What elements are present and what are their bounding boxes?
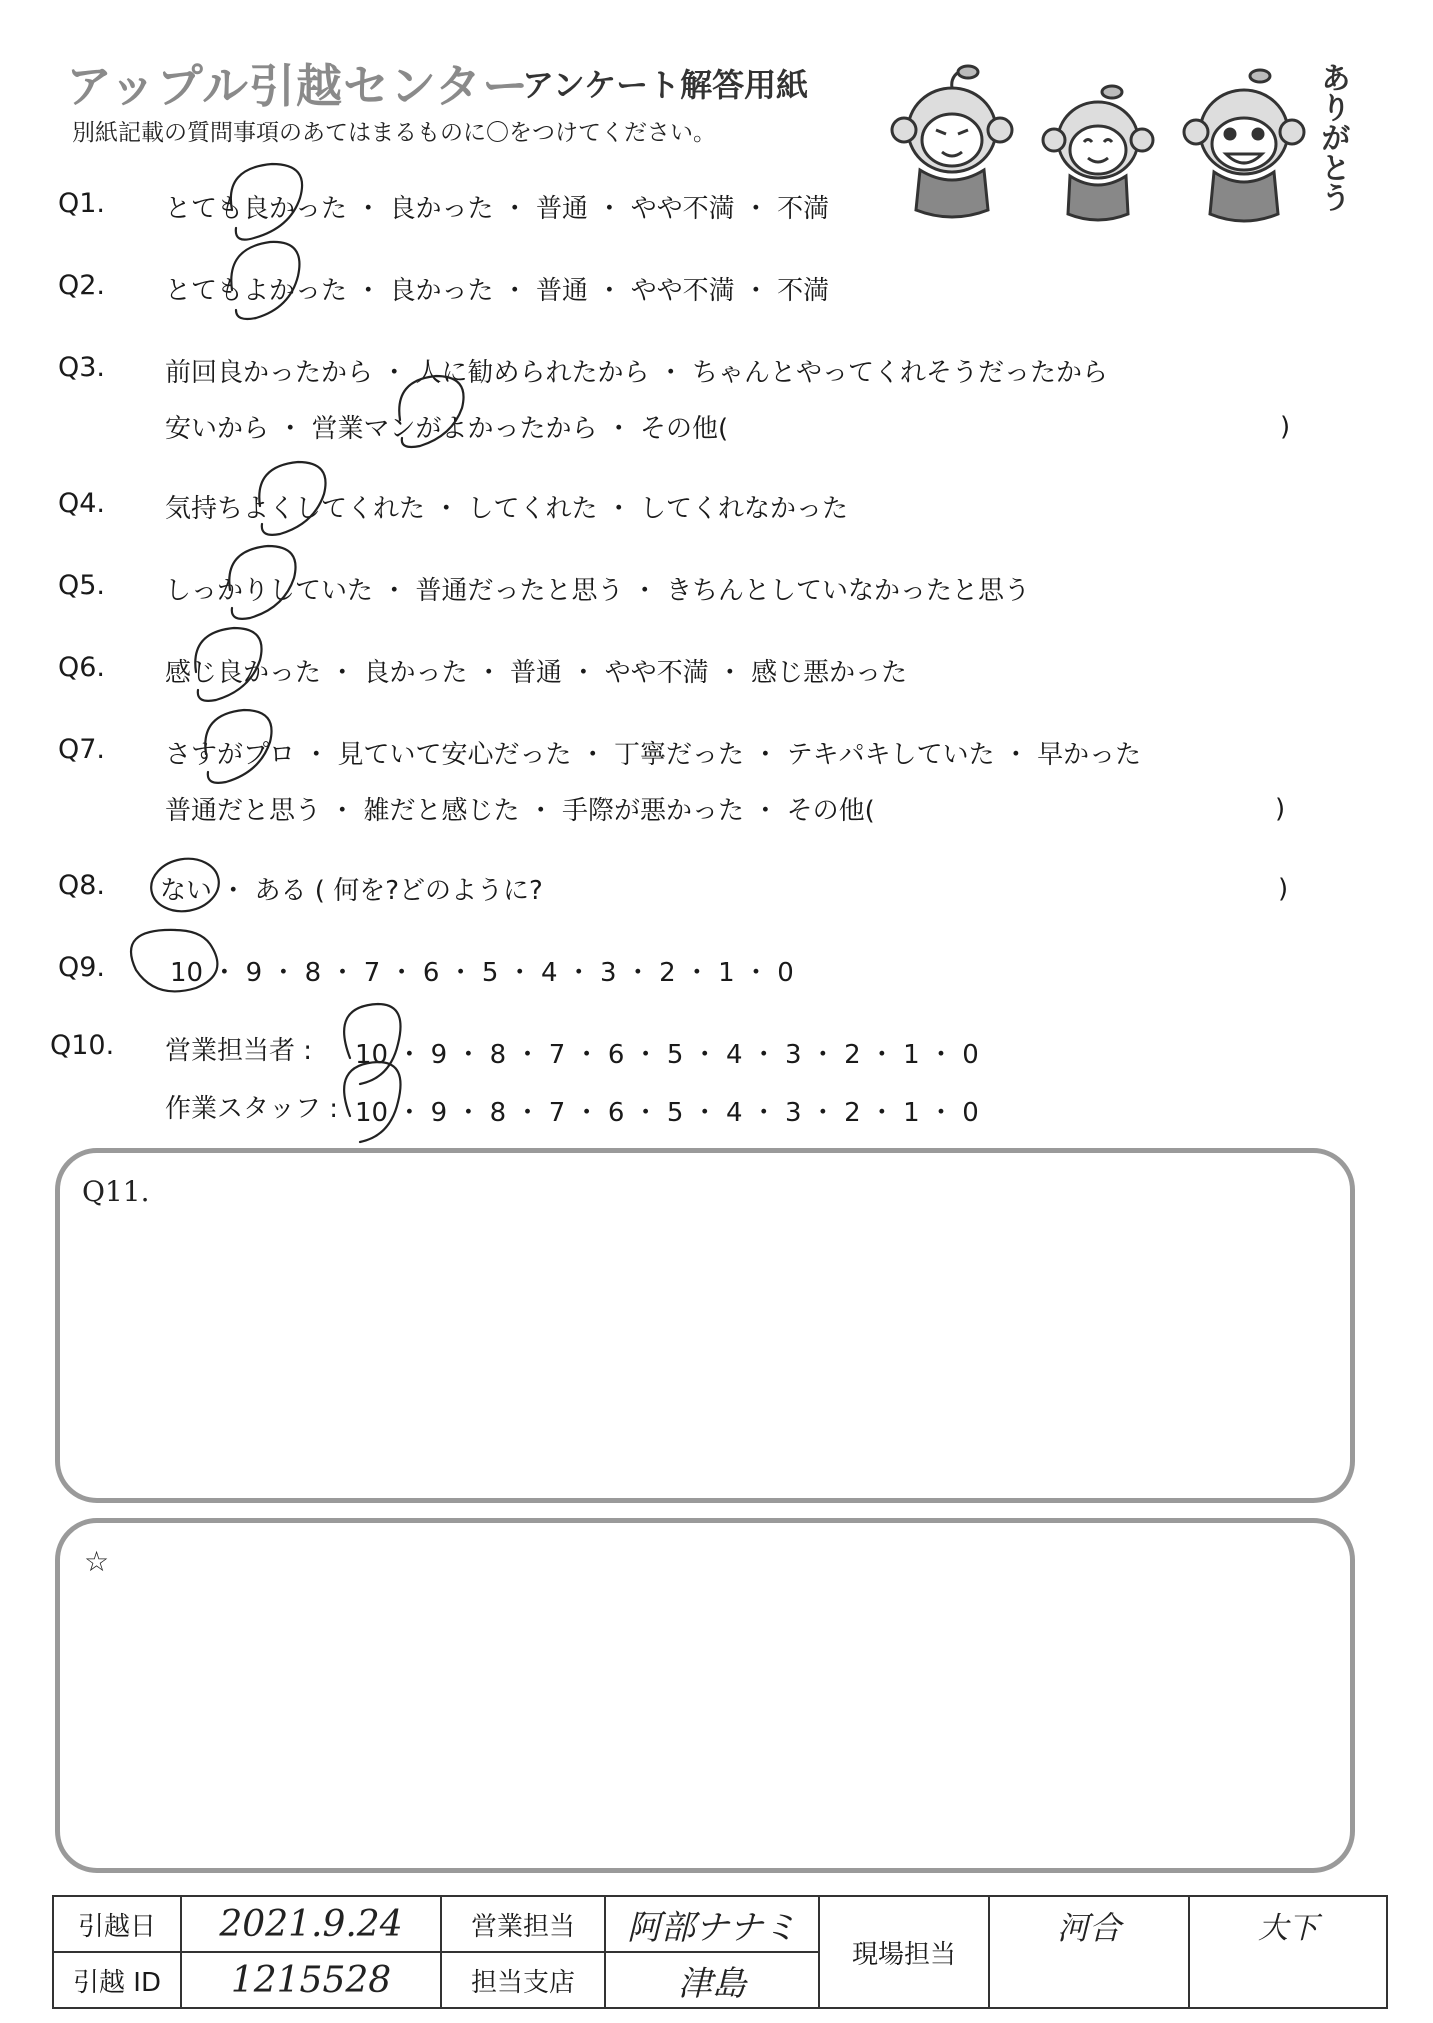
q3-number: Q3.	[58, 352, 106, 383]
q5-circle-mark	[229, 546, 295, 619]
q10-sales-circle-mark	[344, 1004, 400, 1084]
sales-label: 営業担当	[441, 1896, 605, 1952]
q3-options-line1: 前回良かったから ・ 人に勧められたから ・ ちゃんとやってくれそうだったから	[165, 358, 1109, 388]
q3-circle-mark	[399, 376, 463, 447]
sales-value: 阿部ナナミ	[627, 1907, 797, 1948]
q5-number: Q5.	[58, 570, 106, 601]
q7-options-line2: 普通だと思う ・ 雑だと感じた ・ 手際が悪かった ・ その他(	[165, 796, 875, 826]
site-value-2: 大下	[1258, 1911, 1318, 1946]
q7-close-paren: )	[1275, 794, 1286, 824]
q3-close-paren: )	[1280, 412, 1291, 442]
instructions: 別紙記載の質問事項のあてはまるものに〇をつけてください。	[72, 120, 716, 146]
q10-staff-scale: 10 ・ 9 ・ 8 ・ 7 ・ 6 ・ 5 ・ 4 ・ 3 ・ 2 ・ 1 ・ 0	[355, 1098, 979, 1128]
thanks-text: ありがとう	[1315, 62, 1350, 212]
move-id-label: 引越 ID	[53, 1952, 181, 2008]
q1-options: とても良かった ・ 良かった ・ 普通 ・ やや不満 ・ 不満	[165, 194, 830, 224]
q6-number: Q6.	[58, 652, 106, 683]
branch-label: 担当支店	[441, 1952, 605, 2008]
q6-circle-mark	[195, 628, 261, 701]
q9-circle-mark	[131, 930, 217, 992]
move-date-cell	[181, 1896, 441, 1952]
q2-number: Q2.	[58, 270, 106, 301]
q7-number: Q7.	[58, 734, 106, 765]
brand-title: アップル引越センター	[66, 59, 530, 113]
site-value-1: 河合	[1056, 1909, 1121, 1947]
q8-number: Q8.	[58, 870, 106, 901]
form-subtitle: アンケート解答用紙	[522, 66, 809, 104]
q9-number: Q9.	[58, 952, 106, 983]
star-comment-box[interactable]	[55, 1518, 1355, 1873]
q8-options: ない ・ ある ( 何を?どのように?	[160, 876, 543, 906]
q8-circle-mark	[147, 853, 223, 916]
site-cell-2	[1189, 1896, 1387, 2008]
q7-circle-mark	[205, 710, 271, 783]
q1-circle-mark	[231, 164, 302, 240]
site-cell-1	[989, 1896, 1189, 2008]
move-date-label: 引越日	[53, 1896, 181, 1952]
q9-scale: 10 ・ 9 ・ 8 ・ 7 ・ 6 ・ 5 ・ 4 ・ 3 ・ 2 ・ 1 ・ 0	[170, 958, 794, 988]
q10-staff-label: 作業スタッフ :	[165, 1094, 339, 1124]
q10-sales-label: 営業担当者 :	[165, 1036, 313, 1066]
sales-cell	[605, 1896, 819, 1952]
q4-circle-mark	[259, 462, 325, 535]
branch-value: 津島	[678, 1963, 746, 2004]
q2-circle-mark	[231, 242, 299, 319]
q10-staff-circle-mark	[344, 1062, 400, 1142]
q3-options-line2: 安いから ・ 営業マンがよかったから ・ その他(	[165, 414, 729, 444]
q4-number: Q4.	[58, 488, 106, 519]
q10-sales-scale: 10 ・ 9 ・ 8 ・ 7 ・ 6 ・ 5 ・ 4 ・ 3 ・ 2 ・ 1 ・ 0	[355, 1040, 979, 1070]
move-id-cell	[181, 1952, 441, 2008]
q4-options: 気持ちよくしてくれた ・ してくれた ・ してくれなかった	[165, 494, 849, 524]
q7-options-line1: さすがプロ ・ 見ていて安心だった ・ 丁寧だった ・ テキパキしていた ・ 早かった	[165, 740, 1142, 770]
star-label: ☆	[84, 1545, 110, 1578]
move-id-value: 1215528	[230, 1959, 392, 2001]
branch-cell	[605, 1952, 819, 2008]
q5-options: しっかりしていた ・ 普通だったと思う ・ きちんとしていなかったと思う	[165, 576, 1031, 606]
site-label: 現場担当	[819, 1896, 989, 2008]
q11-label: Q11.	[82, 1175, 150, 1208]
q8-close-paren: )	[1278, 874, 1289, 904]
footer-info-table	[52, 1895, 1388, 2009]
q10-number: Q10.	[50, 1030, 115, 1061]
q11-comment-box[interactable]	[55, 1148, 1355, 1503]
q1-number: Q1.	[58, 188, 106, 219]
q2-options: とてもよかった ・ 良かった ・ 普通 ・ やや不満 ・ 不満	[165, 276, 830, 306]
q6-options: 感じ良かった ・ 良かった ・ 普通 ・ やや不満 ・ 感じ悪かった	[165, 658, 908, 688]
move-date-value: 2021.9.24	[219, 1903, 403, 1945]
